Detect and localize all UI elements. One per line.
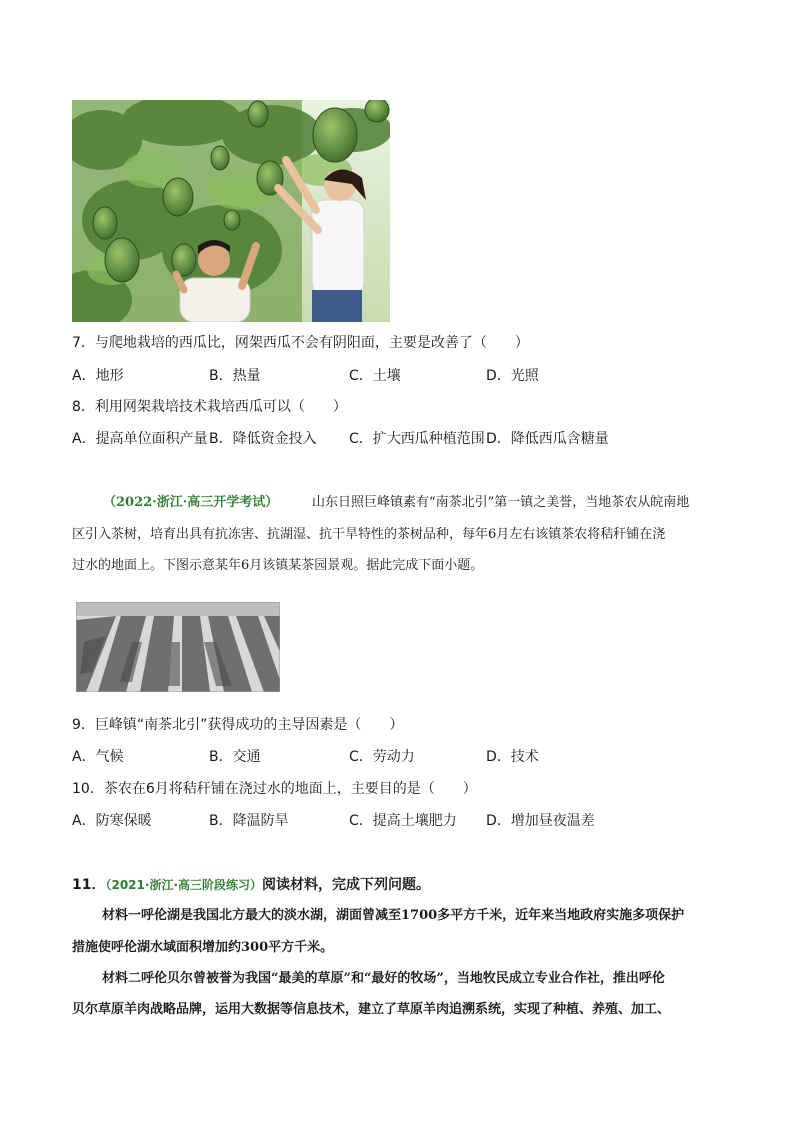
q9-option-c[interactable]: C．劳动力 bbox=[349, 749, 415, 765]
material-2-line-2: 贝尔草原羊肉战略品牌，运用大数据等信息技术，建立了草原羊肉追溯系统，实现了种植、养殖、加工、 bbox=[72, 1002, 671, 1017]
q7-option-a[interactable]: A．地形 bbox=[72, 368, 124, 384]
q8-option-a[interactable]: A．提高单位面积产量 bbox=[72, 431, 208, 447]
question-8-stem: 8．利用网架栽培技术栽培西瓜可以（ ） bbox=[72, 399, 347, 415]
q10-option-c[interactable]: C．提高土壤肥力 bbox=[349, 813, 457, 829]
tea-garden-photo-graphic bbox=[76, 602, 280, 692]
q7-option-d[interactable]: D．光照 bbox=[486, 368, 539, 384]
material-1-line-2: 措施使呼伦湖水域面积增加约300平方千米。 bbox=[72, 940, 334, 955]
question-9-stem: 9．巨峰镇“南茶北引”获得成功的主导因素是（ ） bbox=[72, 717, 404, 733]
question-11-number: 11． bbox=[72, 877, 106, 893]
passage-2-source bbox=[103, 493, 278, 513]
q10-option-a[interactable]: A．防寒保暖 bbox=[72, 813, 152, 829]
q9-option-a[interactable]: A．气候 bbox=[72, 749, 124, 765]
q9-option-d[interactable]: D．技术 bbox=[486, 749, 539, 765]
tea-garden-photo bbox=[76, 602, 280, 692]
material-1-line-1: 材料一呼伦湖是我国北方最大的淡水湖，湖面曾减至1700多平方千米，近年来当地政府实施多项保护 bbox=[102, 908, 685, 923]
q9-option-b[interactable]: B．交通 bbox=[209, 749, 261, 765]
q10-option-d[interactable]: D．增加昼夜温差 bbox=[486, 813, 595, 829]
question-11-header bbox=[72, 875, 430, 895]
material-2-line-1: 材料二呼伦贝尔曾被誉为我国“最美的草原”和“最好的牧场”，当地牧民成立专业合作社，推出呼伦 bbox=[102, 971, 665, 986]
watermelon-photo bbox=[72, 100, 390, 322]
question-10-stem: 10．茶农在6月将秸秆铺在浇过水的地面上，主要目的是（ ） bbox=[72, 781, 477, 797]
q10-option-b[interactable]: B．降温防旱 bbox=[209, 813, 289, 829]
question-7-stem: 7．与爬地栽培的西瓜比，网架西瓜不会有阴阳面，主要是改善了（ ） bbox=[72, 335, 529, 351]
passage-2-line-2: 区引入茶树，培育出具有抗冻害、抗湖湿、抗干旱特性的茶树品种，每年6月左右该镇茶农将秸秆铺在浇 bbox=[72, 527, 666, 542]
q7-option-c[interactable]: C．土壤 bbox=[349, 368, 401, 384]
q8-option-c[interactable]: C．扩大西瓜种植范围 bbox=[349, 431, 485, 447]
passage-2-line-3: 过水的地面上。下图示意某年6月该镇某茶园景观。据此完成下面小题。 bbox=[72, 558, 484, 573]
passage-2-source-label: （2022·浙江·高三开学考试） bbox=[103, 495, 279, 510]
q8-option-d[interactable]: D．降低西瓜含糖量 bbox=[486, 431, 609, 447]
q8-option-b[interactable]: B．降低资金投入 bbox=[209, 431, 317, 447]
question-11-source: （2021·浙江·高三阶段练习） bbox=[105, 878, 263, 892]
watermelon-photo-graphic bbox=[72, 100, 390, 322]
question-11-instruction: 阅读材料，完成下列问题。 bbox=[262, 877, 431, 893]
q7-option-b[interactable]: B．热量 bbox=[209, 368, 261, 384]
passage-2-line-1: 山东日照巨峰镇素有“南茶北引”第一镇之美誉，当地茶农从皖南地 bbox=[312, 495, 690, 510]
